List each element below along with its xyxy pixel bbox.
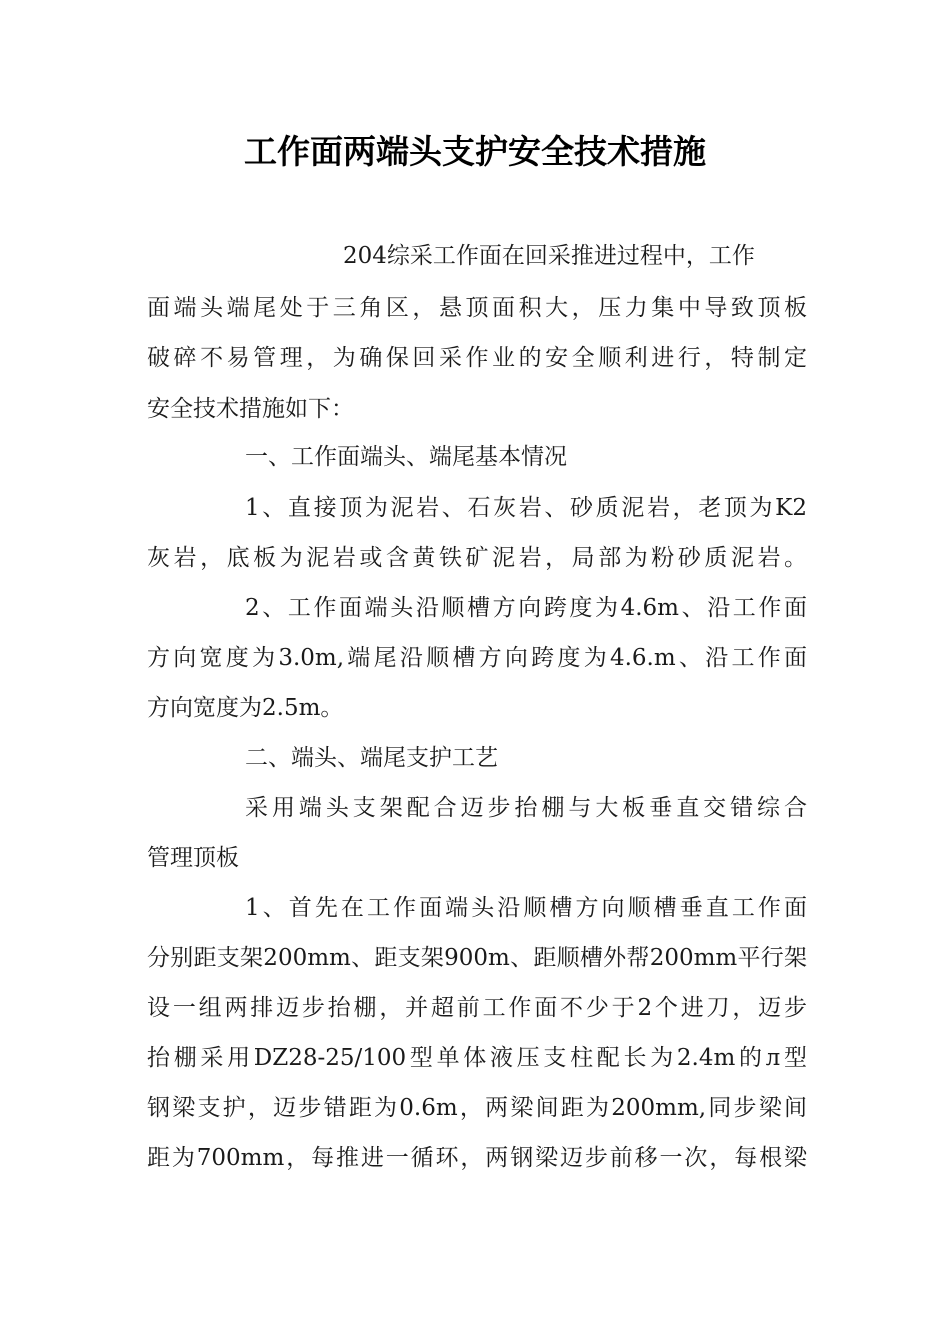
paragraph-line: 安全技术措施如下： <box>147 396 354 422</box>
paragraph-line: 采用端头支架配合迈步抬棚与大板垂直交错综合 <box>245 795 807 821</box>
paragraph-line: 设一组两排迈步抬棚，并超前工作面不少于2个进刀，迈步 <box>147 995 807 1021</box>
paragraph-line: 管理顶板 <box>147 845 239 871</box>
paragraph-line: 2、工作面端头沿顺槽方向跨度为4.6m、沿工作面 <box>245 595 807 621</box>
paragraph-line: 破碎不易管理，为确保回采作业的安全顺利进行，特制定 <box>147 345 807 371</box>
paragraph-line: 面端头端尾处于三角区，悬顶面积大，压力集中导致顶板 <box>147 295 807 321</box>
paragraph-line: 距为700mm，每推进一循环，两钢梁迈步前移一次，每根梁 <box>147 1145 807 1171</box>
paragraph-line: 方向宽度为2.5m。 <box>147 695 344 721</box>
paragraph-line: 1、直接顶为泥岩、石灰岩、砂质泥岩，老顶为K2 <box>245 495 807 521</box>
paragraph-line: 方向宽度为3.0m,端尾沿顺槽方向跨度为4.6.m、沿工作面 <box>147 645 807 671</box>
paragraph-line: 钢梁支护，迈步错距为0.6m，两梁间距为200mm,同步梁间 <box>147 1095 807 1121</box>
section-heading: 二、端头、端尾支护工艺 <box>245 745 498 771</box>
paragraph-line: 抬棚采用DZ28-25/100型单体液压支柱配长为2.4m的л型 <box>147 1045 807 1071</box>
paragraph-line: 204综采工作面在回采推进过程中，工作 <box>343 243 755 269</box>
document-title: 工作面两端头支护安全技术措施 <box>244 132 706 171</box>
section-heading: 一、工作面端头、端尾基本情况 <box>245 444 567 470</box>
paragraph-line: 分别距支架200mm、距支架900m、距顺槽外帮200mm平行架 <box>147 945 807 971</box>
paragraph-line: 1、首先在工作面端头沿顺槽方向顺槽垂直工作面 <box>245 895 807 921</box>
paragraph-line: 灰岩，底板为泥岩或含黄铁矿泥岩，局部为粉砂质泥岩。 <box>147 545 807 571</box>
